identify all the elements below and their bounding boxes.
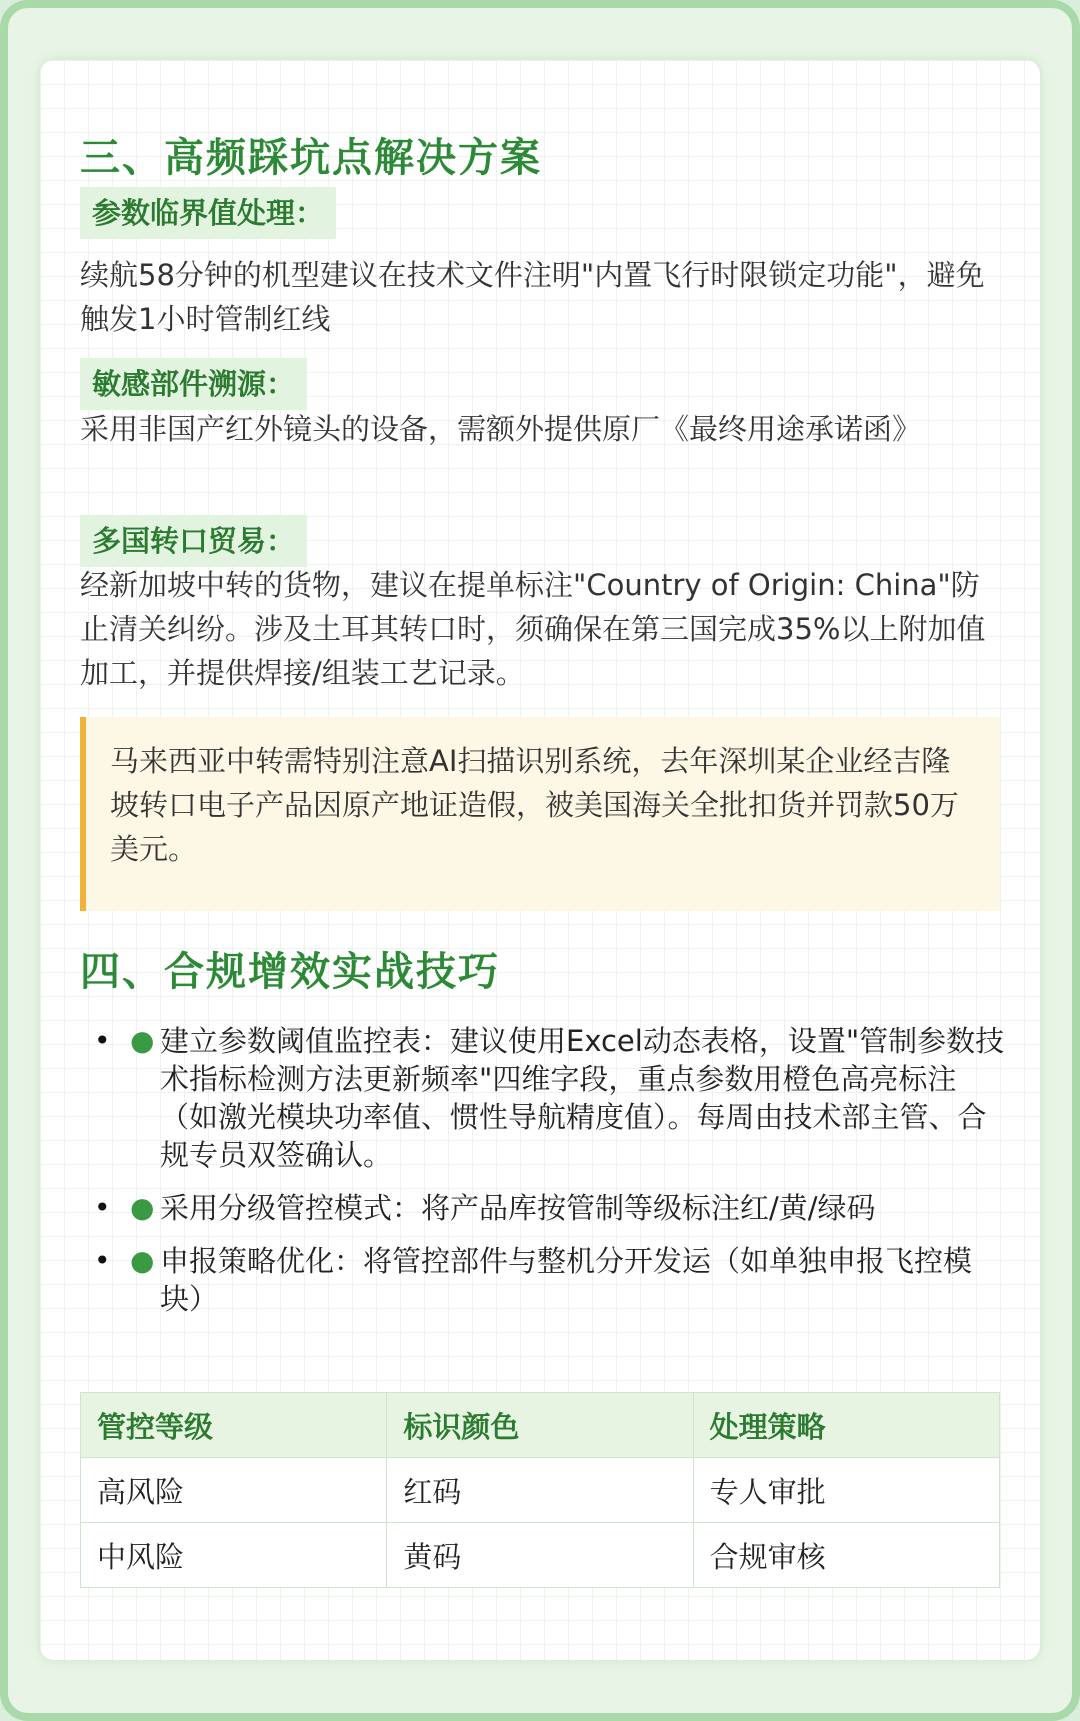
green-bullet-dot-icon: ● [130,1244,155,1277]
table-header-cell: 处理策略 [693,1393,999,1458]
table-cell: 中风险 [81,1523,387,1588]
list-item [80,1242,1010,1318]
table-header-cell: 标识颜色 [387,1393,693,1458]
subheading-transit-trade: 多国转口贸易： [80,515,307,567]
table-header-row [81,1393,1000,1458]
section-3-title: 三、高频踩坑点解决方案 [80,135,542,181]
list-item-text: 采用分级管控模式：将产品库按管制等级标注红/黄/绿码 [160,1191,876,1225]
table-row [81,1458,1000,1523]
warning-callout [80,717,1000,911]
section-4-title: 四、合规增效实战技巧 [80,949,500,995]
bullet-dot-icon: • [94,1244,111,1277]
table-cell: 合规审核 [693,1523,999,1588]
bullet-dot-icon: • [94,1024,111,1057]
green-bullet-dot-icon: ● [130,1024,155,1057]
bullet-dot-icon: • [94,1191,111,1224]
table-cell: 专人审批 [693,1458,999,1523]
list-item-text: 申报策略优化：将管控部件与整机分开发运（如单独申报飞控模块） [160,1244,973,1316]
paragraph-parameter-threshold: 续航58分钟的机型建议在技术文件注明"内置飞行时限锁定功能"，避免触发1小时管制红线 [80,258,985,336]
paragraph-transit-trade: 经新加坡中转的货物，建议在提单标注"Country of Origin: China"防止清关纠纷。涉及土耳其转口时，须确保在第三国完成35%以上附加值加工，并提供焊接/组装工艺记录。 [80,568,986,690]
subheading-parameter-threshold: 参数临界值处理： [80,187,336,239]
table-cell: 黄码 [387,1523,693,1588]
table-header-cell: 管控等级 [81,1393,387,1458]
list-item [80,1022,1010,1174]
warning-text: 马来西亚中转需特别注意AI扫描识别系统，去年深圳某企业经吉隆坡转口电子产品因原产地证造假，被美国海关全批扣货并罚款50万美元。 [110,744,959,866]
green-bullet-dot-icon: ● [130,1191,155,1224]
paragraph-sensitive-parts: 采用非国产红外镜头的设备，需额外提供原厂《最终用途承诺函》 [80,412,922,446]
tips-list [80,1022,1010,1333]
list-item-text: 建立参数阈值监控表：建议使用Excel动态表格，设置"管制参数技术指标检测方法更新频率"四维字段，重点参数用橙色高亮标注（如激光模块功率值、惯性导航精度值）。每周由技术部主管、合规专员双签确认。 [160,1024,1005,1172]
list-item [80,1189,1010,1227]
table-cell: 红码 [387,1458,693,1523]
table-row [81,1523,1000,1588]
table-cell: 高风险 [81,1458,387,1523]
control-level-table [80,1392,1000,1588]
subheading-sensitive-parts: 敏感部件溯源： [80,358,307,410]
